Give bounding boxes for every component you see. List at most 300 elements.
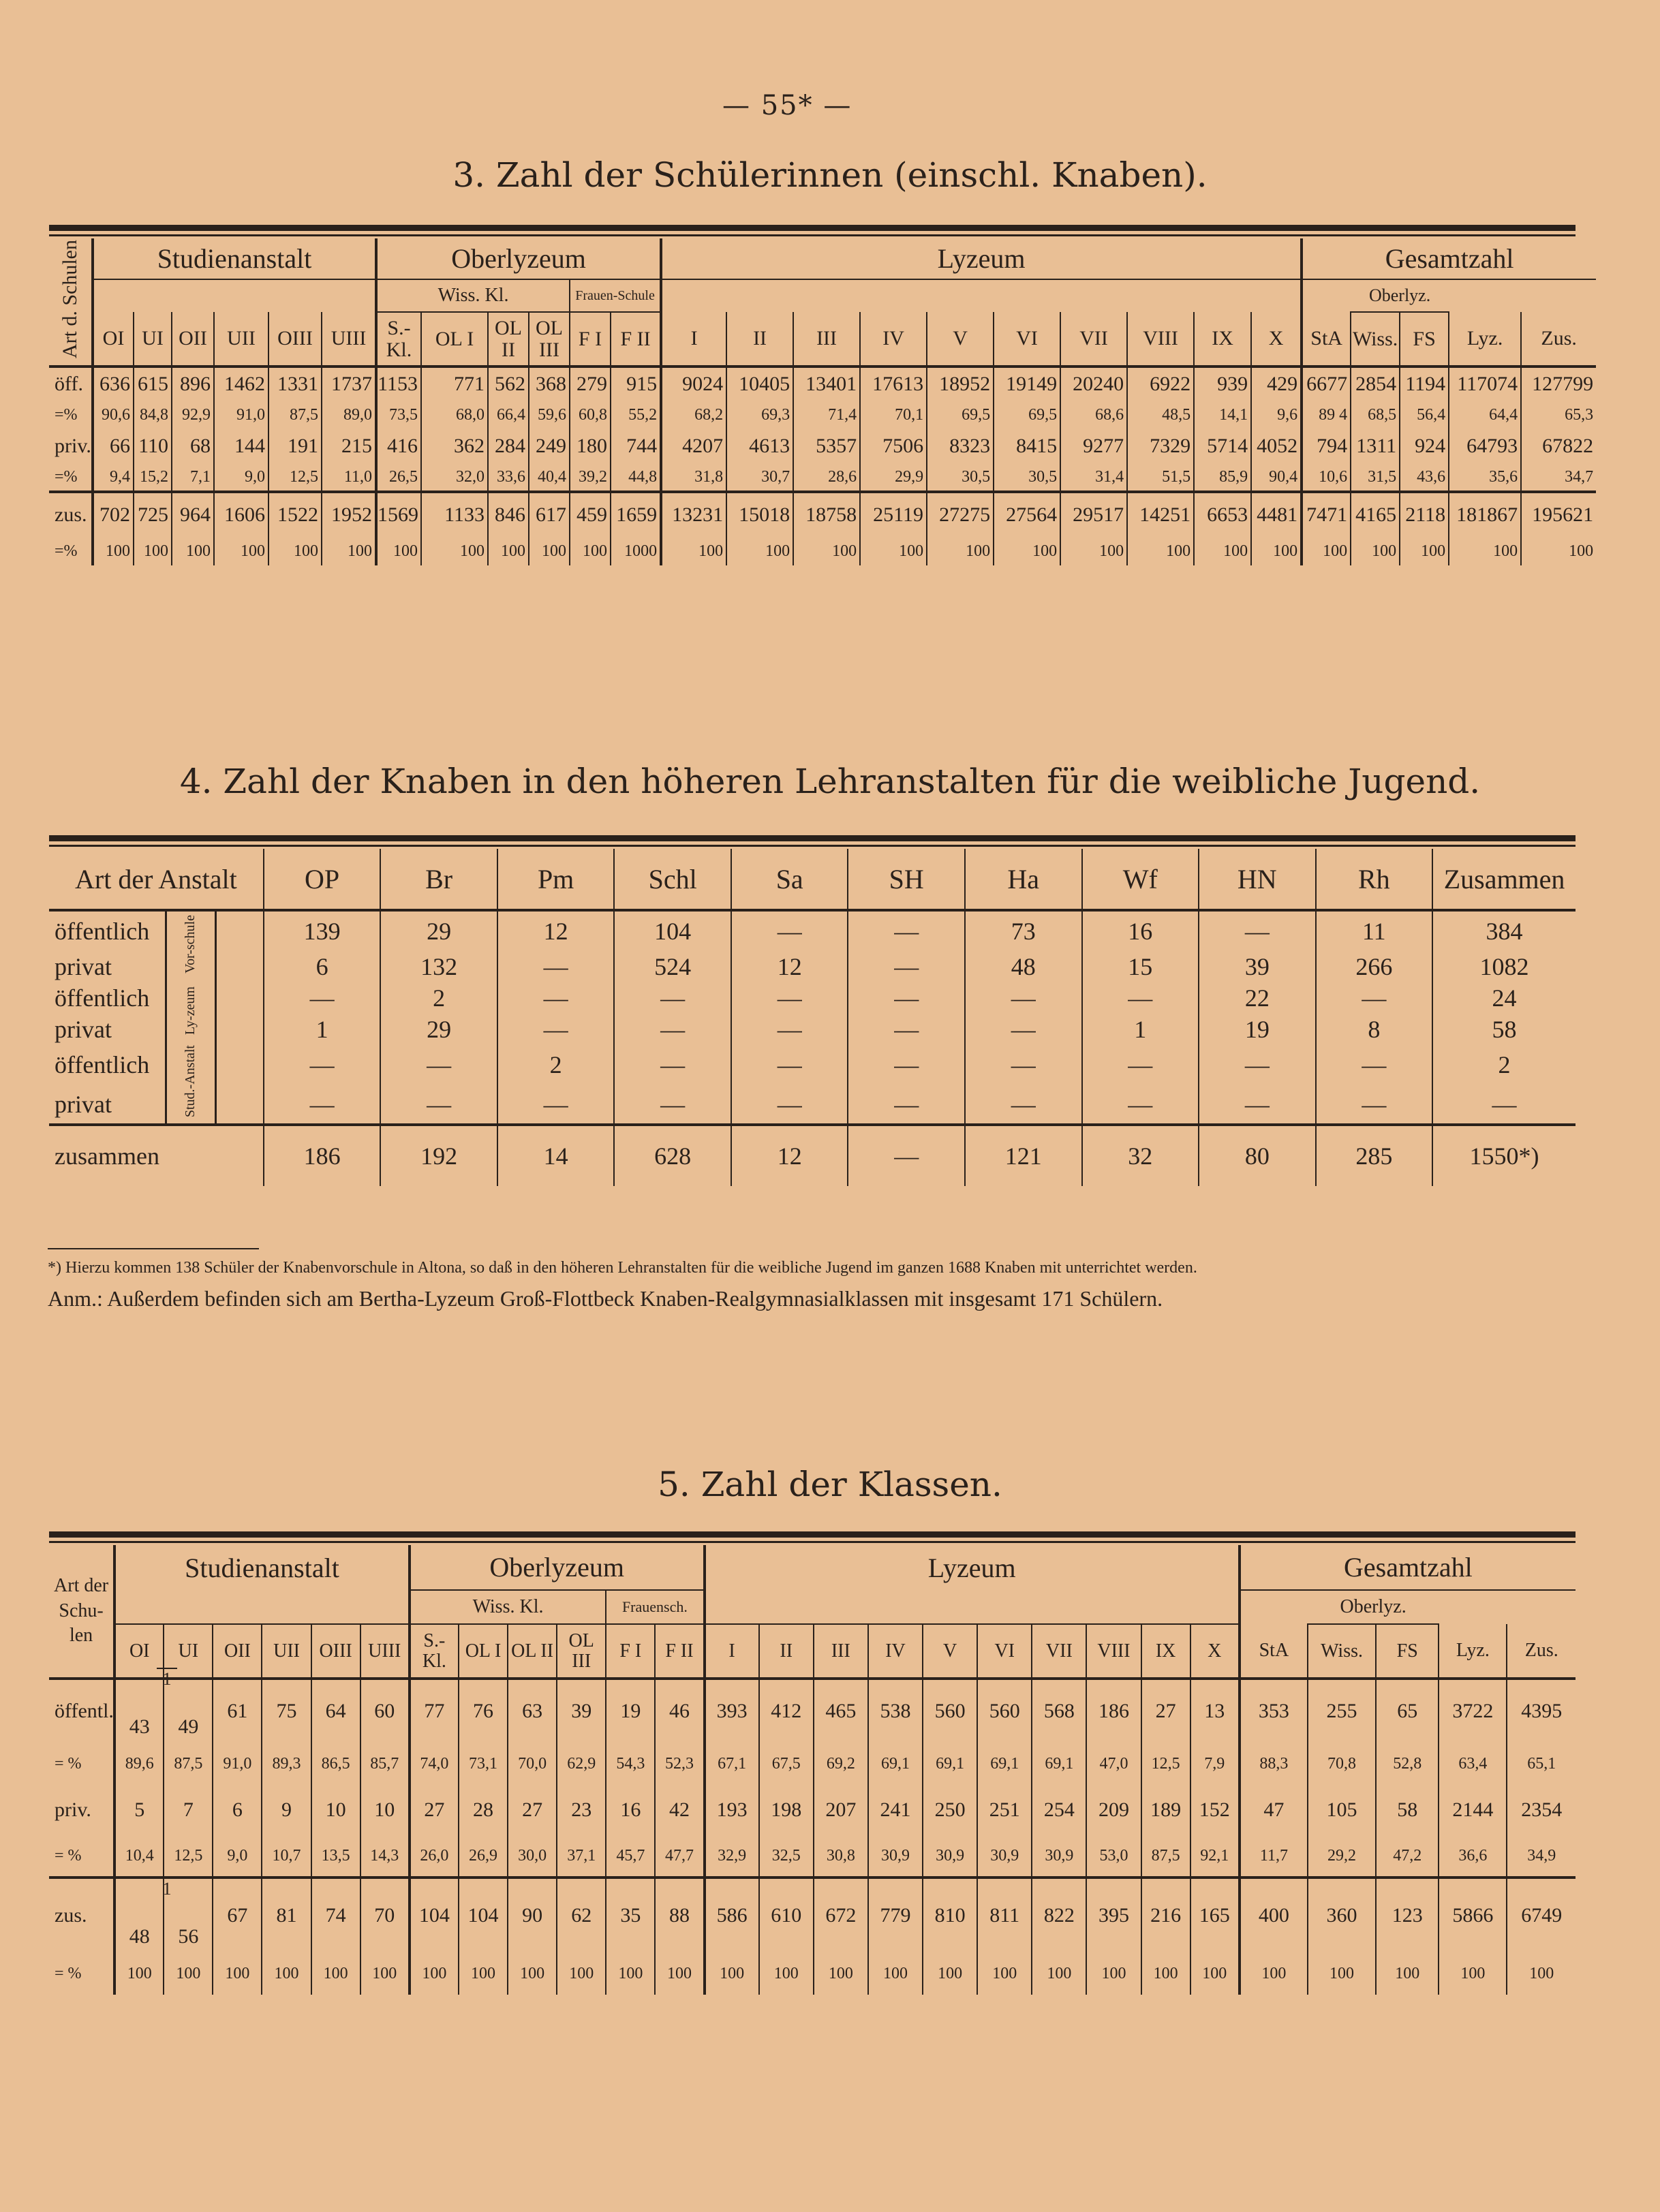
- table4-total-cell: 12: [731, 1125, 848, 1186]
- table5-cell: 67,5: [759, 1743, 814, 1785]
- table5-cell: 105: [1308, 1785, 1376, 1835]
- table3-row-label: öff.: [55, 373, 83, 395]
- table4-col-header: SH: [848, 849, 965, 910]
- table4-cell: 12: [731, 951, 848, 982]
- table5-studien-header: Studienanstalt: [114, 1545, 410, 1590]
- table4-col-header: Zusammen: [1432, 849, 1576, 910]
- table3-studien-header: Studienanstalt: [93, 238, 376, 279]
- table5-cell: 100: [311, 1952, 360, 1995]
- table5-cell: 251: [977, 1785, 1032, 1835]
- table3-cell: 100: [1251, 537, 1302, 565]
- table3-col-header: UI: [134, 312, 172, 367]
- table5-cell: 63,4: [1439, 1743, 1507, 1785]
- table4-cell: —: [1082, 1085, 1199, 1125]
- table5-row: [49, 1785, 1576, 1835]
- table5-cell: 75: [262, 1679, 311, 1743]
- table3-col-header: VI: [994, 312, 1060, 367]
- table5-row: [49, 1878, 1576, 1952]
- table3-row: [49, 401, 1596, 429]
- table5-cell: 100: [213, 1952, 262, 1995]
- table5-cell: 65,1: [1507, 1743, 1576, 1785]
- table3-col-header: Lyz.: [1449, 312, 1521, 367]
- table5-cell: 100: [262, 1952, 311, 1995]
- table4: [49, 849, 1576, 1186]
- table5-cell: 85,7: [360, 1743, 410, 1785]
- table3-cell: 85,9: [1194, 463, 1251, 492]
- table5-col-header: VI: [977, 1624, 1032, 1679]
- table5-cell: 89,3: [262, 1743, 311, 1785]
- table5-cell: 35: [606, 1878, 655, 1952]
- table3-cell: 71,4: [793, 401, 860, 429]
- table5-cell: 100: [868, 1952, 923, 1995]
- table3-cell: 87,5: [268, 401, 322, 429]
- table5-cell: 52,8: [1376, 1743, 1439, 1785]
- table5-cell: 198: [759, 1785, 814, 1835]
- table3-cell: 48,5: [1127, 401, 1194, 429]
- table4-cell: —: [264, 982, 381, 1014]
- table3-cell: 27275: [927, 492, 994, 537]
- table5-cell: 77: [410, 1679, 459, 1743]
- table4-row-label: öffentlich: [55, 918, 150, 945]
- table4-cell: 139: [264, 910, 381, 951]
- table4-cell: 73: [965, 910, 1082, 951]
- table3-cell: 110: [134, 429, 172, 463]
- table4-art-header: Art der Anstalt: [75, 863, 237, 894]
- table5-cell: 1 48: [114, 1878, 164, 1952]
- table3-cell: 459: [570, 492, 611, 537]
- table5-cell: 100: [1086, 1952, 1141, 1995]
- table5-cell: 610: [759, 1878, 814, 1952]
- table5-cell: 209: [1086, 1785, 1141, 1835]
- table4-total-cell: —: [848, 1125, 965, 1186]
- table5-col-header: UII: [262, 1624, 311, 1679]
- table3-cell: 725: [134, 492, 172, 537]
- table3-lyzeum-header: Lyzeum: [661, 238, 1302, 279]
- table5-top-rule-thin: [49, 1541, 1576, 1543]
- table5-cell: 69,1: [868, 1743, 923, 1785]
- table5-row: [49, 1835, 1576, 1878]
- table3-cell: 70,1: [860, 401, 927, 429]
- table5-cell: 100: [1376, 1952, 1439, 1995]
- table5-cell: 100: [360, 1952, 410, 1995]
- table3-cell: 19149: [994, 367, 1060, 401]
- table5-row: [49, 1952, 1576, 1995]
- table3-cell: 26,5: [376, 463, 421, 492]
- table5-bracket-mark: 1: [157, 1668, 177, 1689]
- table5-cell: 9: [262, 1785, 311, 1835]
- table5-row-label: = %: [55, 1754, 82, 1773]
- table4-cell: —: [1316, 982, 1433, 1014]
- table3-wiss-header: Wiss. Kl.: [376, 279, 570, 312]
- table4-group-label: Stud.-Anstalt: [183, 1045, 198, 1118]
- table4-cell: —: [614, 1045, 731, 1085]
- table5-row: [49, 1679, 1576, 1743]
- table3-cell: 90,6: [93, 401, 134, 429]
- table4-top-rule: [49, 835, 1576, 841]
- table5-cell: 100: [1141, 1952, 1190, 1995]
- table3-row: [49, 429, 1596, 463]
- table4-col-header: OP: [264, 849, 381, 910]
- table5-col-header: V: [923, 1624, 977, 1679]
- table3-cell: 100: [268, 537, 322, 565]
- table3-cell: 100: [927, 537, 994, 565]
- table5-cell: 86,5: [311, 1743, 360, 1785]
- table5-cell: 45,7: [606, 1835, 655, 1878]
- table5-cell: 538: [868, 1679, 923, 1743]
- table5-col-header: OL I: [459, 1624, 508, 1679]
- table5-cell: 810: [923, 1878, 977, 1952]
- table4-cell: —: [497, 982, 615, 1014]
- table5-cell: 73,1: [459, 1743, 508, 1785]
- table4-cell: 524: [614, 951, 731, 982]
- table3-cell: 617: [529, 492, 570, 537]
- table3-cell: 12,5: [268, 463, 322, 492]
- table5-cell: 100: [1507, 1952, 1576, 1995]
- table4-cell: —: [848, 982, 965, 1014]
- table5-cell: 69,1: [923, 1743, 977, 1785]
- table5-gesamt-header: Gesamtzahl: [1240, 1545, 1576, 1590]
- table4-cell: —: [614, 1085, 731, 1125]
- table3-cell: 9,0: [214, 463, 268, 492]
- table5-cell: 91,0: [213, 1743, 262, 1785]
- table5-cell: 56: [164, 1878, 213, 1952]
- table4-group-bracket: [166, 982, 216, 1045]
- table3-row-label: =%: [55, 467, 78, 486]
- table5-cell: 47,0: [1086, 1743, 1141, 1785]
- table3-cell: 180: [570, 429, 611, 463]
- table4-cell: —: [848, 1045, 965, 1085]
- table3-cell: 2118: [1400, 492, 1449, 537]
- table3-cell: 794: [1302, 429, 1351, 463]
- table5-cell: 104: [459, 1878, 508, 1952]
- table4-cell: 1: [264, 1014, 381, 1045]
- table5-cell: 87,5: [1141, 1835, 1190, 1878]
- table5-title: 5. Zahl der Klassen.: [658, 1465, 1002, 1504]
- table3-cell: 1153: [376, 367, 421, 401]
- table4-cell: 15: [1082, 951, 1199, 982]
- table3-row-label: zus.: [55, 503, 87, 526]
- table5-cell: 70: [360, 1878, 410, 1952]
- table3-cell: 31,5: [1351, 463, 1400, 492]
- table3-cell: 40,4: [529, 463, 570, 492]
- table3-cell: 7506: [860, 429, 927, 463]
- table4-cell: 2: [1432, 1045, 1576, 1085]
- table4-cell: 22: [1199, 982, 1316, 1014]
- table5-cell: 74: [311, 1878, 360, 1952]
- table5-cell: 465: [814, 1679, 868, 1743]
- table4-cell: —: [1316, 1045, 1433, 1085]
- table4-total-cell: 80: [1199, 1125, 1316, 1186]
- table3-cell: 68: [172, 429, 214, 463]
- table3-cell: 1522: [268, 492, 322, 537]
- table5-col-header: StA: [1240, 1624, 1308, 1679]
- table4-cell: —: [614, 1014, 731, 1045]
- table3-cell: 68,0: [421, 401, 488, 429]
- table3-cell: 29517: [1060, 492, 1127, 537]
- table4-cell: 11: [1316, 910, 1433, 951]
- table5-oberlyz-header: Oberlyzeum: [410, 1545, 705, 1590]
- table3-cell: 11,0: [322, 463, 376, 492]
- table5-cell: 28: [459, 1785, 508, 1835]
- table5-cell: 54,3: [606, 1743, 655, 1785]
- table3-cell: 9,4: [93, 463, 134, 492]
- table3-cell: 964: [172, 492, 214, 537]
- table3-col-header: IX: [1194, 312, 1251, 367]
- table4-cell: —: [965, 1085, 1082, 1125]
- table5-cell: 100: [1308, 1952, 1376, 1995]
- table4-cell: —: [1199, 910, 1316, 951]
- table4-total-cell: 1550*): [1432, 1125, 1576, 1186]
- table3-cell: 1737: [322, 367, 376, 401]
- table3-cell: 284: [488, 429, 529, 463]
- table5-cell: 560: [923, 1679, 977, 1743]
- table5-cell: 70,8: [1308, 1743, 1376, 1785]
- table5-cell: 69,1: [977, 1743, 1032, 1785]
- table4-col-header: Br: [380, 849, 497, 910]
- table4-total-cell: 121: [965, 1125, 1082, 1186]
- table5-cell: 13,5: [311, 1835, 360, 1878]
- table3-cell: 1331: [268, 367, 322, 401]
- table3-col-header: IV: [860, 312, 927, 367]
- table5-cell: 100: [814, 1952, 868, 1995]
- table3-oberlyz-header: Oberlyzeum: [376, 238, 661, 279]
- table3-cell: 279: [570, 367, 611, 401]
- table5-col-header: F II: [655, 1624, 704, 1679]
- table5-cell: 2354: [1507, 1785, 1576, 1835]
- table3-cell: 68,5: [1351, 401, 1400, 429]
- table3-cell: 13401: [793, 367, 860, 401]
- table5-cell: 53,0: [1086, 1835, 1141, 1878]
- table4-cell: 58: [1432, 1014, 1576, 1045]
- table4-cell: 2: [497, 1045, 615, 1085]
- table5-col-header: OIII: [311, 1624, 360, 1679]
- table5-cell: 67: [213, 1878, 262, 1952]
- table4-top-rule-thin: [49, 845, 1576, 847]
- table3-cell: 18758: [793, 492, 860, 537]
- table3-cell: 32,0: [421, 463, 488, 492]
- table3-cell: 191: [268, 429, 322, 463]
- table5-cell: 100: [655, 1952, 704, 1995]
- table4-cell: —: [614, 982, 731, 1014]
- table3-col-header: OII: [172, 312, 214, 367]
- table5-art-header: Art der Schu-len: [49, 1545, 114, 1679]
- table5-cell: 30,8: [814, 1835, 868, 1878]
- table3-cell: 249: [529, 429, 570, 463]
- table5-row-label: zus.: [55, 1904, 87, 1927]
- table3-cell: 29,9: [860, 463, 927, 492]
- table3-art-header: [49, 238, 93, 367]
- table5-col-header: FS: [1376, 1624, 1439, 1679]
- table5-row: [49, 1743, 1576, 1785]
- table5-col-header: VIII: [1086, 1624, 1141, 1679]
- table3-cell: 100: [529, 537, 570, 565]
- table5-cell: 4395: [1507, 1679, 1576, 1743]
- table4-col-header: Pm: [497, 849, 615, 910]
- table5-cell: 811: [977, 1878, 1032, 1952]
- table5-cell: 7,9: [1190, 1743, 1240, 1785]
- table4-total-cell: 186: [264, 1125, 381, 1186]
- table3-cell: 100: [793, 537, 860, 565]
- table4-cell: 2: [380, 982, 497, 1014]
- table4-cell: —: [965, 1014, 1082, 1045]
- table5-col-header: UIII: [360, 1624, 410, 1679]
- table5-cell: 63: [508, 1679, 557, 1743]
- table3-col-header: OL II: [488, 312, 529, 367]
- table4-group-label: Ly-zeum: [183, 986, 198, 1035]
- table5-cell: 36,6: [1439, 1835, 1507, 1878]
- table5-cell: 100: [164, 1952, 213, 1995]
- table5-cell: 67,1: [705, 1743, 759, 1785]
- table5-cell: 42: [655, 1785, 704, 1835]
- table3-cell: 1606: [214, 492, 268, 537]
- table3-cell: 100: [1449, 537, 1521, 565]
- table3-cell: 1462: [214, 367, 268, 401]
- table5-cell: 412: [759, 1679, 814, 1743]
- table3-cell: 100: [172, 537, 214, 565]
- table3-cell: 9024: [661, 367, 726, 401]
- table3-row: [49, 492, 1596, 537]
- table5-cell: 16: [606, 1785, 655, 1835]
- table3-cell: 91,0: [214, 401, 268, 429]
- table4-row-label: öffentlich: [55, 984, 150, 1012]
- table5-cell: 12,5: [1141, 1743, 1190, 1785]
- table5-cell: 10,4: [114, 1835, 164, 1878]
- table4-cell: —: [965, 1045, 1082, 1085]
- table3-col-header: X: [1251, 312, 1302, 367]
- table5-cell: 32,5: [759, 1835, 814, 1878]
- table4-cell: —: [264, 1045, 381, 1085]
- table4-col-header: Sa: [731, 849, 848, 910]
- table5-col-header: UI: [164, 1624, 213, 1679]
- table3-cell: 89,0: [322, 401, 376, 429]
- table3-col-header: FS: [1400, 312, 1449, 367]
- table4-cell: —: [731, 1045, 848, 1085]
- table4-col-header: Rh: [1316, 849, 1433, 910]
- table4-row-label: privat: [55, 1090, 112, 1118]
- table3-cell: 68,6: [1060, 401, 1127, 429]
- table5-cell: 193: [705, 1785, 759, 1835]
- table5-cell: 779: [868, 1878, 923, 1952]
- table3-cell: 924: [1400, 429, 1449, 463]
- table4-cell: —: [1199, 1085, 1316, 1125]
- table4-row: [49, 1085, 1576, 1125]
- table4-cell: —: [848, 910, 965, 951]
- table4-cell: 29: [380, 910, 497, 951]
- table3-cell: 66,4: [488, 401, 529, 429]
- table3-cell: 215: [322, 429, 376, 463]
- table3-cell: 20240: [1060, 367, 1127, 401]
- table3-cell: 59,6: [529, 401, 570, 429]
- table5-cell: 69,1: [1032, 1743, 1086, 1785]
- table5-cell: 32,9: [705, 1835, 759, 1878]
- table5-cell: 61: [213, 1679, 262, 1743]
- table3-cell: 702: [93, 492, 134, 537]
- table3-cell: 144: [214, 429, 268, 463]
- table3-col-header: I: [661, 312, 726, 367]
- table4-cell: —: [380, 1045, 497, 1085]
- table4-cell: —: [380, 1085, 497, 1125]
- table5-col-header: VII: [1032, 1624, 1086, 1679]
- table3-cell: 1311: [1351, 429, 1400, 463]
- table5-row-label: = %: [55, 1846, 82, 1865]
- table3-cell: 4613: [726, 429, 793, 463]
- table3-cell: 416: [376, 429, 421, 463]
- table3-row: [49, 537, 1596, 565]
- table4-col-header: Schl: [614, 849, 731, 910]
- table5-bracket-mark: 1: [157, 1878, 177, 1899]
- table3-cell: 35,6: [1449, 463, 1521, 492]
- table3-cell: 67822: [1521, 429, 1596, 463]
- table3-col-header: OL I: [421, 312, 488, 367]
- table3-cell: 100: [994, 537, 1060, 565]
- table3-cell: 117074: [1449, 367, 1521, 401]
- table5-lyzeum-header: Lyzeum: [705, 1545, 1240, 1590]
- table3-cell: 14251: [1127, 492, 1194, 537]
- table3-cell: 100: [570, 537, 611, 565]
- table4-cell: —: [497, 1085, 615, 1125]
- table3-col-header: UIII: [322, 312, 376, 367]
- table4-cell: —: [848, 1014, 965, 1045]
- table3-cell: 10405: [726, 367, 793, 401]
- table5-cell: 70,0: [508, 1743, 557, 1785]
- table4-cell: 266: [1316, 951, 1433, 982]
- table5-cell: 100: [977, 1952, 1032, 1995]
- table5-cell: 100: [459, 1952, 508, 1995]
- table4-total-cell: 285: [1316, 1125, 1433, 1186]
- table5-cell: 1 43: [114, 1679, 164, 1743]
- table3-cell: 64,4: [1449, 401, 1521, 429]
- table4-total-cell: 14: [497, 1125, 615, 1186]
- table5-cell: 37,1: [557, 1835, 606, 1878]
- table5-col-header: OL II: [508, 1624, 557, 1679]
- table5-cell: 76: [459, 1679, 508, 1743]
- table4-cell: 104: [614, 910, 731, 951]
- table5-cell: 10: [311, 1785, 360, 1835]
- table3-title: 3. Zahl der Schülerinnen (einschl. Knaben).: [452, 155, 1208, 195]
- table3-cell: 100: [488, 537, 529, 565]
- table3-cell: 896: [172, 367, 214, 401]
- table3-cell: 1569: [376, 492, 421, 537]
- table5-cell: 100: [1439, 1952, 1507, 1995]
- table3-cell: 18952: [927, 367, 994, 401]
- table3-cell: 28,6: [793, 463, 860, 492]
- table4-cell: —: [731, 1014, 848, 1045]
- table4-cell: 48: [965, 951, 1082, 982]
- table5-col-header: X: [1190, 1624, 1240, 1679]
- table5-cell: 58: [1376, 1785, 1439, 1835]
- table3-frauen-header: Frauen-Schule: [570, 279, 661, 312]
- table3-gesamt-header: Gesamtzahl: [1302, 238, 1596, 279]
- table5-cell: 100: [410, 1952, 459, 1995]
- table5-cell: 560: [977, 1679, 1032, 1743]
- table3-cell: 100: [322, 537, 376, 565]
- table5-cell: 29,2: [1308, 1835, 1376, 1878]
- table5-col-header: IV: [868, 1624, 923, 1679]
- table3-cell: 1194: [1400, 367, 1449, 401]
- table3-cell: 100: [661, 537, 726, 565]
- table4-title: 4. Zahl der Knaben in den höheren Lehranstalten für die weibliche Jugend.: [179, 762, 1481, 801]
- table3-cell: 846: [488, 492, 529, 537]
- table4-col-header: Ha: [965, 849, 1082, 910]
- table5-col-header: IX: [1141, 1624, 1190, 1679]
- table3-cell: 15,2: [134, 463, 172, 492]
- table3-cell: 4207: [661, 429, 726, 463]
- table4-cell: 132: [380, 951, 497, 982]
- table4-cell: —: [731, 982, 848, 1014]
- table4-col-header: Wf: [1082, 849, 1199, 910]
- table5-cell: 255: [1308, 1679, 1376, 1743]
- table4-cell: —: [264, 1085, 381, 1125]
